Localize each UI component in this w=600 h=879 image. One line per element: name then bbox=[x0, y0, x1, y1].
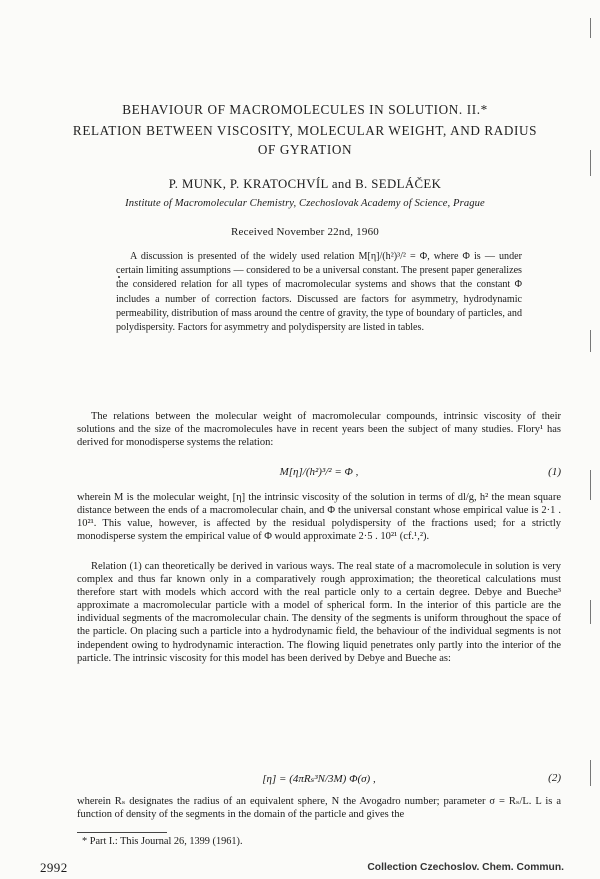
journal-name: Collection Czechoslov. Chem. Commun. bbox=[367, 862, 564, 873]
equation-1 bbox=[77, 466, 561, 482]
paper-title-line-3: OF GYRATION bbox=[257, 142, 353, 157]
abstract: A discussion is presented of the widely used relation M[η]/(h²)³/² = Φ, where Φ is — under certain limiting assumptions — considered to be a universal constant. The present paper generalizes the considered relation for all types of macromolecular systems and shows that the constant Φ includes a number of correction factors. Discussed are factors for asymmetry, hydrodynamic permeability, distribution of mass around the centre of gravity, the type of boundary of particles, and polydispersity. Factors for asymmetry and polydispersity are listed in tables. bbox=[116, 251, 522, 334]
equation-1-number: (1) bbox=[548, 466, 561, 478]
authors: P. MUNK, P. KRATOCHVÍL and B. SEDLÁČEK bbox=[168, 177, 442, 191]
paragraph-debye-bueche: Relation (1) can theoretically be derived in various ways. The real state of a macromolecule in solution is very complex and thus far known only in a comparatively rough approximation; the theoretical calculations must therefore start with models which accord with the real particle only to a certain degree. Debye and Bueche³ approximate a macromolecular particle with a model of spherical form. In the interior of this particle are the individual segments of the macromolecular chain. The density of the segments is uniform throughout the space of the particle. On placing such a particle into a hydrodynamic field, the behaviour of the individual segments is not independent owing to hydrodynamic interaction. The flowing liquid penetrates only partly into the interior of the particle. The intrinsic viscosity for this model has been derived by Debye and Bueche as: bbox=[77, 561, 561, 664]
received-date: Received November 22nd, 1960 bbox=[231, 226, 379, 238]
equation-1-expression: M[η]/(h²)³/² = Φ , bbox=[279, 466, 359, 478]
scan-edge-mark bbox=[590, 18, 592, 38]
institution: Institute of Macromolecular Chemistry, Czechoslovak Academy of Science, Prague bbox=[125, 198, 485, 209]
footnote: * Part I.: This Journal 26, 1399 (1961). bbox=[82, 836, 243, 847]
paragraph-definitions: wherein M is the molecular weight, [η] the intrinsic viscosity of the solution in terms of dl/g, h² the mean square distance between the ends of a macromolecular chain, and Φ the universal constant whose empirical value is 2·1 . 10²¹. This value, however, is affected by the residual polydispersity of the fractions used; for a strictly monodisperse system the empirical value of Φ would approximate 2·5 . 10²¹ (cf.¹,²). bbox=[77, 492, 561, 543]
equation-2-number: (2) bbox=[548, 772, 561, 784]
equation-2 bbox=[77, 772, 561, 788]
scan-edge-mark bbox=[590, 470, 592, 500]
page-number: 2992 bbox=[40, 860, 68, 875]
paper-title-line-2: RELATION BETWEEN VISCOSITY, MOLECULAR WEIGHT, AND RADIUS bbox=[72, 123, 538, 138]
paragraph-intro: The relations between the molecular weight of macromolecular compounds, intrinsic viscosity of their solutions and the size of the macromolecules have in recent years been the subject of many studies. Flory¹ has derived for monodisperse systems the relation: bbox=[77, 411, 561, 449]
paper-title-line-1: BEHAVIOUR OF MACROMOLECULES IN SOLUTION. II.* bbox=[122, 102, 488, 117]
footnote-divider bbox=[77, 832, 167, 833]
scan-edge-mark bbox=[590, 330, 592, 352]
scan-edge-mark bbox=[590, 600, 592, 624]
scan-edge-mark bbox=[590, 760, 592, 786]
equation-2-expression: [η] = (4πRₛ³N/3M) Φ(σ) , bbox=[262, 773, 376, 785]
paragraph-radius: wherein Rₛ designates the radius of an equivalent sphere, N the Avogadro number; parameter σ = Rₛ/L. L is a function of density of the segments in the domain of the particle and gives the bbox=[77, 796, 561, 821]
scan-edge-mark bbox=[590, 150, 592, 176]
